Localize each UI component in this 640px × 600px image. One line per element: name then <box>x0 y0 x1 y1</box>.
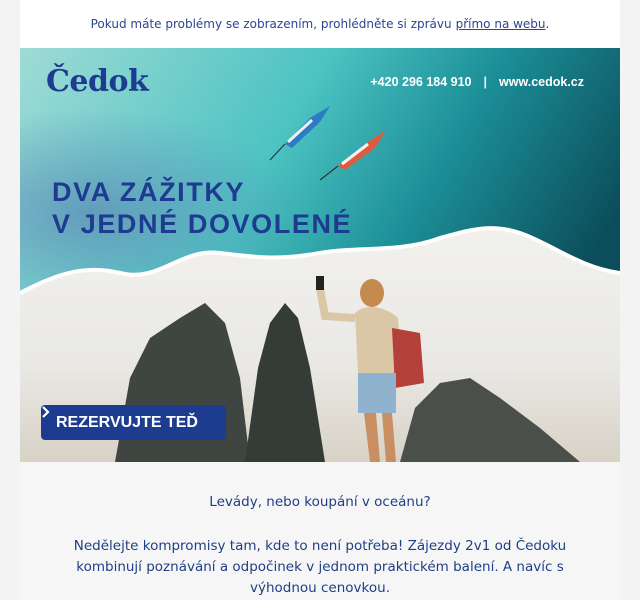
preheader-bar <box>20 0 620 48</box>
email-container <box>20 0 620 600</box>
preheader-end: . <box>545 17 550 31</box>
hero-image <box>20 48 620 462</box>
lead-question: Levády, nebo koupání v oceánu? <box>209 494 431 510</box>
hero-banner[interactable] <box>20 48 620 462</box>
cedok-logo[interactable]: Čedok <box>46 64 149 99</box>
content-section <box>20 462 620 600</box>
book-now-label: REZERVUJTE TEĎ <box>56 413 198 431</box>
hero-headline <box>52 176 352 240</box>
headline-line-2: V JEDNÉ DOVOLENÉ <box>52 209 353 239</box>
header-contacts <box>370 75 584 89</box>
website-link[interactable]: www.cedok.cz <box>499 75 584 89</box>
preheader-text: Pokud máte problémy se zobrazením, prohlédněte si zprávu <box>90 17 452 31</box>
view-online-link[interactable]: přímo na webu <box>455 17 546 31</box>
book-now-button[interactable] <box>41 405 226 440</box>
headline-line-1: DVA ZÁŽITKY <box>52 177 246 207</box>
phone-number[interactable]: +420 296 184 910 <box>370 75 472 89</box>
intro-paragraph: Nedělejte kompromisy tam, kde to není potřeba! Zájezdy 2v1 od Čedoku kombinují poznávání a odpočinek v jednom praktickém balení. A navíc s výhodnou cenovkou. <box>73 538 567 596</box>
contacts-separator: | <box>483 75 488 89</box>
